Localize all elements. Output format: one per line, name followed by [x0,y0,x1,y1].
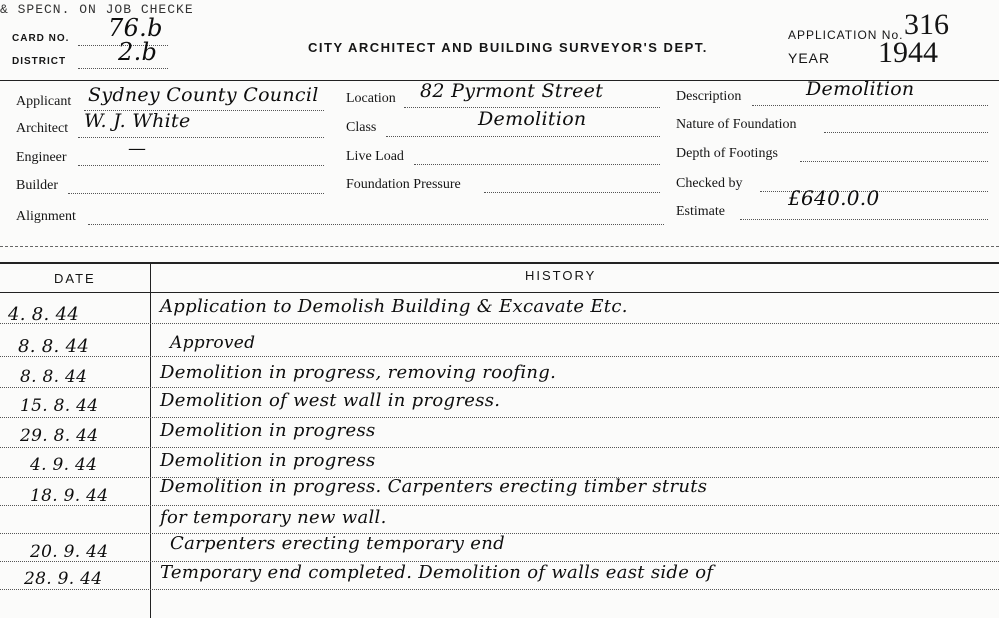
history-row-date: 20. 9. 44 [30,542,109,562]
row-line [0,356,999,357]
row-line [0,505,999,506]
history-row-text: Demolition in progress [160,450,376,471]
alignment-line [88,224,664,225]
dept-title: CITY ARCHITECT AND BUILDING SURVEYOR'S DEPT. [308,40,708,55]
row-line [0,417,999,418]
history-row-date: 8. 8. 44 [20,367,88,387]
history-row-text: Carpenters erecting temporary end [170,533,505,554]
fields-bottom-rule [0,246,999,247]
date-column-header: DATE [54,271,96,286]
nature-foundation-label: Nature of Foundation [676,117,797,132]
depth-footings-line [800,161,988,162]
engineer-label: Engineer [16,150,67,165]
location-value: 82 Pyrmont Street [420,80,604,102]
history-column-header: HISTORY [525,268,597,283]
district-value: 2.b [118,38,158,66]
description-line [752,105,988,106]
engineer-line [78,165,324,166]
architect-line [78,137,324,138]
history-row-date: 15. 8. 44 [20,396,99,416]
depth-footings-label: Depth of Footings [676,146,778,161]
history-row-text: Application to Demolish Building & Excavate Etc. [160,296,628,317]
class-label: Class [346,120,377,135]
history-row-text: Demolition in progress [160,420,376,441]
card-no-label: CARD NO. [12,33,70,44]
architect-value: W. J. White [84,110,191,132]
builder-label: Builder [16,178,58,193]
foundation-pressure-label: Foundation Pressure [346,177,461,192]
row-line [0,589,999,590]
history-row-date: 4. 8. 44 [8,304,80,325]
district-label: DISTRICT [12,56,67,67]
builder-line [68,193,324,194]
history-row-date: 18. 9. 44 [30,486,109,506]
history-row-date: 8. 8. 44 [18,336,90,357]
live-load-label: Live Load [346,149,404,164]
location-label: Location [346,91,396,106]
description-label: Description [676,89,742,104]
year-value: 1944 [878,36,938,69]
year-label: YEAR [788,50,831,66]
application-label: APPLICATION No. [788,28,904,42]
description-value: Demolition [806,78,915,100]
applicant-value: Sydney County Council [88,84,319,106]
history-row-date: 28. 9. 44 [24,569,103,589]
nature-foundation-line [824,132,988,133]
history-row-text: Demolition of west wall in progress. [160,390,501,411]
live-load-line [414,164,660,165]
history-row-text: Demolition in progress. Carpenters erecting timber struts [160,476,708,497]
stamp-text: & SPECN. ON JOB CHECKE [0,2,194,17]
date-column-divider [150,262,151,618]
engineer-value: — [128,138,147,159]
history-row-text: Temporary end completed. Demolition of walls east side of [160,562,714,583]
estimate-label: Estimate [676,204,725,219]
row-line [0,323,999,324]
architect-label: Architect [16,121,69,136]
foundation-pressure-line [484,192,660,193]
history-row-text: Approved [170,333,256,353]
class-value: Demolition [478,108,587,130]
application-number: 316 [904,8,949,41]
history-row-text: Demolition in progress, removing roofing. [160,362,557,383]
card-no-value: 76.b [108,14,163,42]
history-row-date: 29. 8. 44 [20,426,99,446]
class-line [386,136,660,137]
history-row-text: for temporary new wall. [160,507,387,528]
row-line [0,447,999,448]
applicant-label: Applicant [16,94,72,109]
estimate-value: £640.0.0 [788,186,880,210]
alignment-label: Alignment [16,209,76,224]
estimate-line [740,219,988,220]
row-line [0,387,999,388]
checked-by-label: Checked by [676,176,743,191]
district-line [78,68,168,69]
history-row-date: 4. 9. 44 [30,455,98,475]
